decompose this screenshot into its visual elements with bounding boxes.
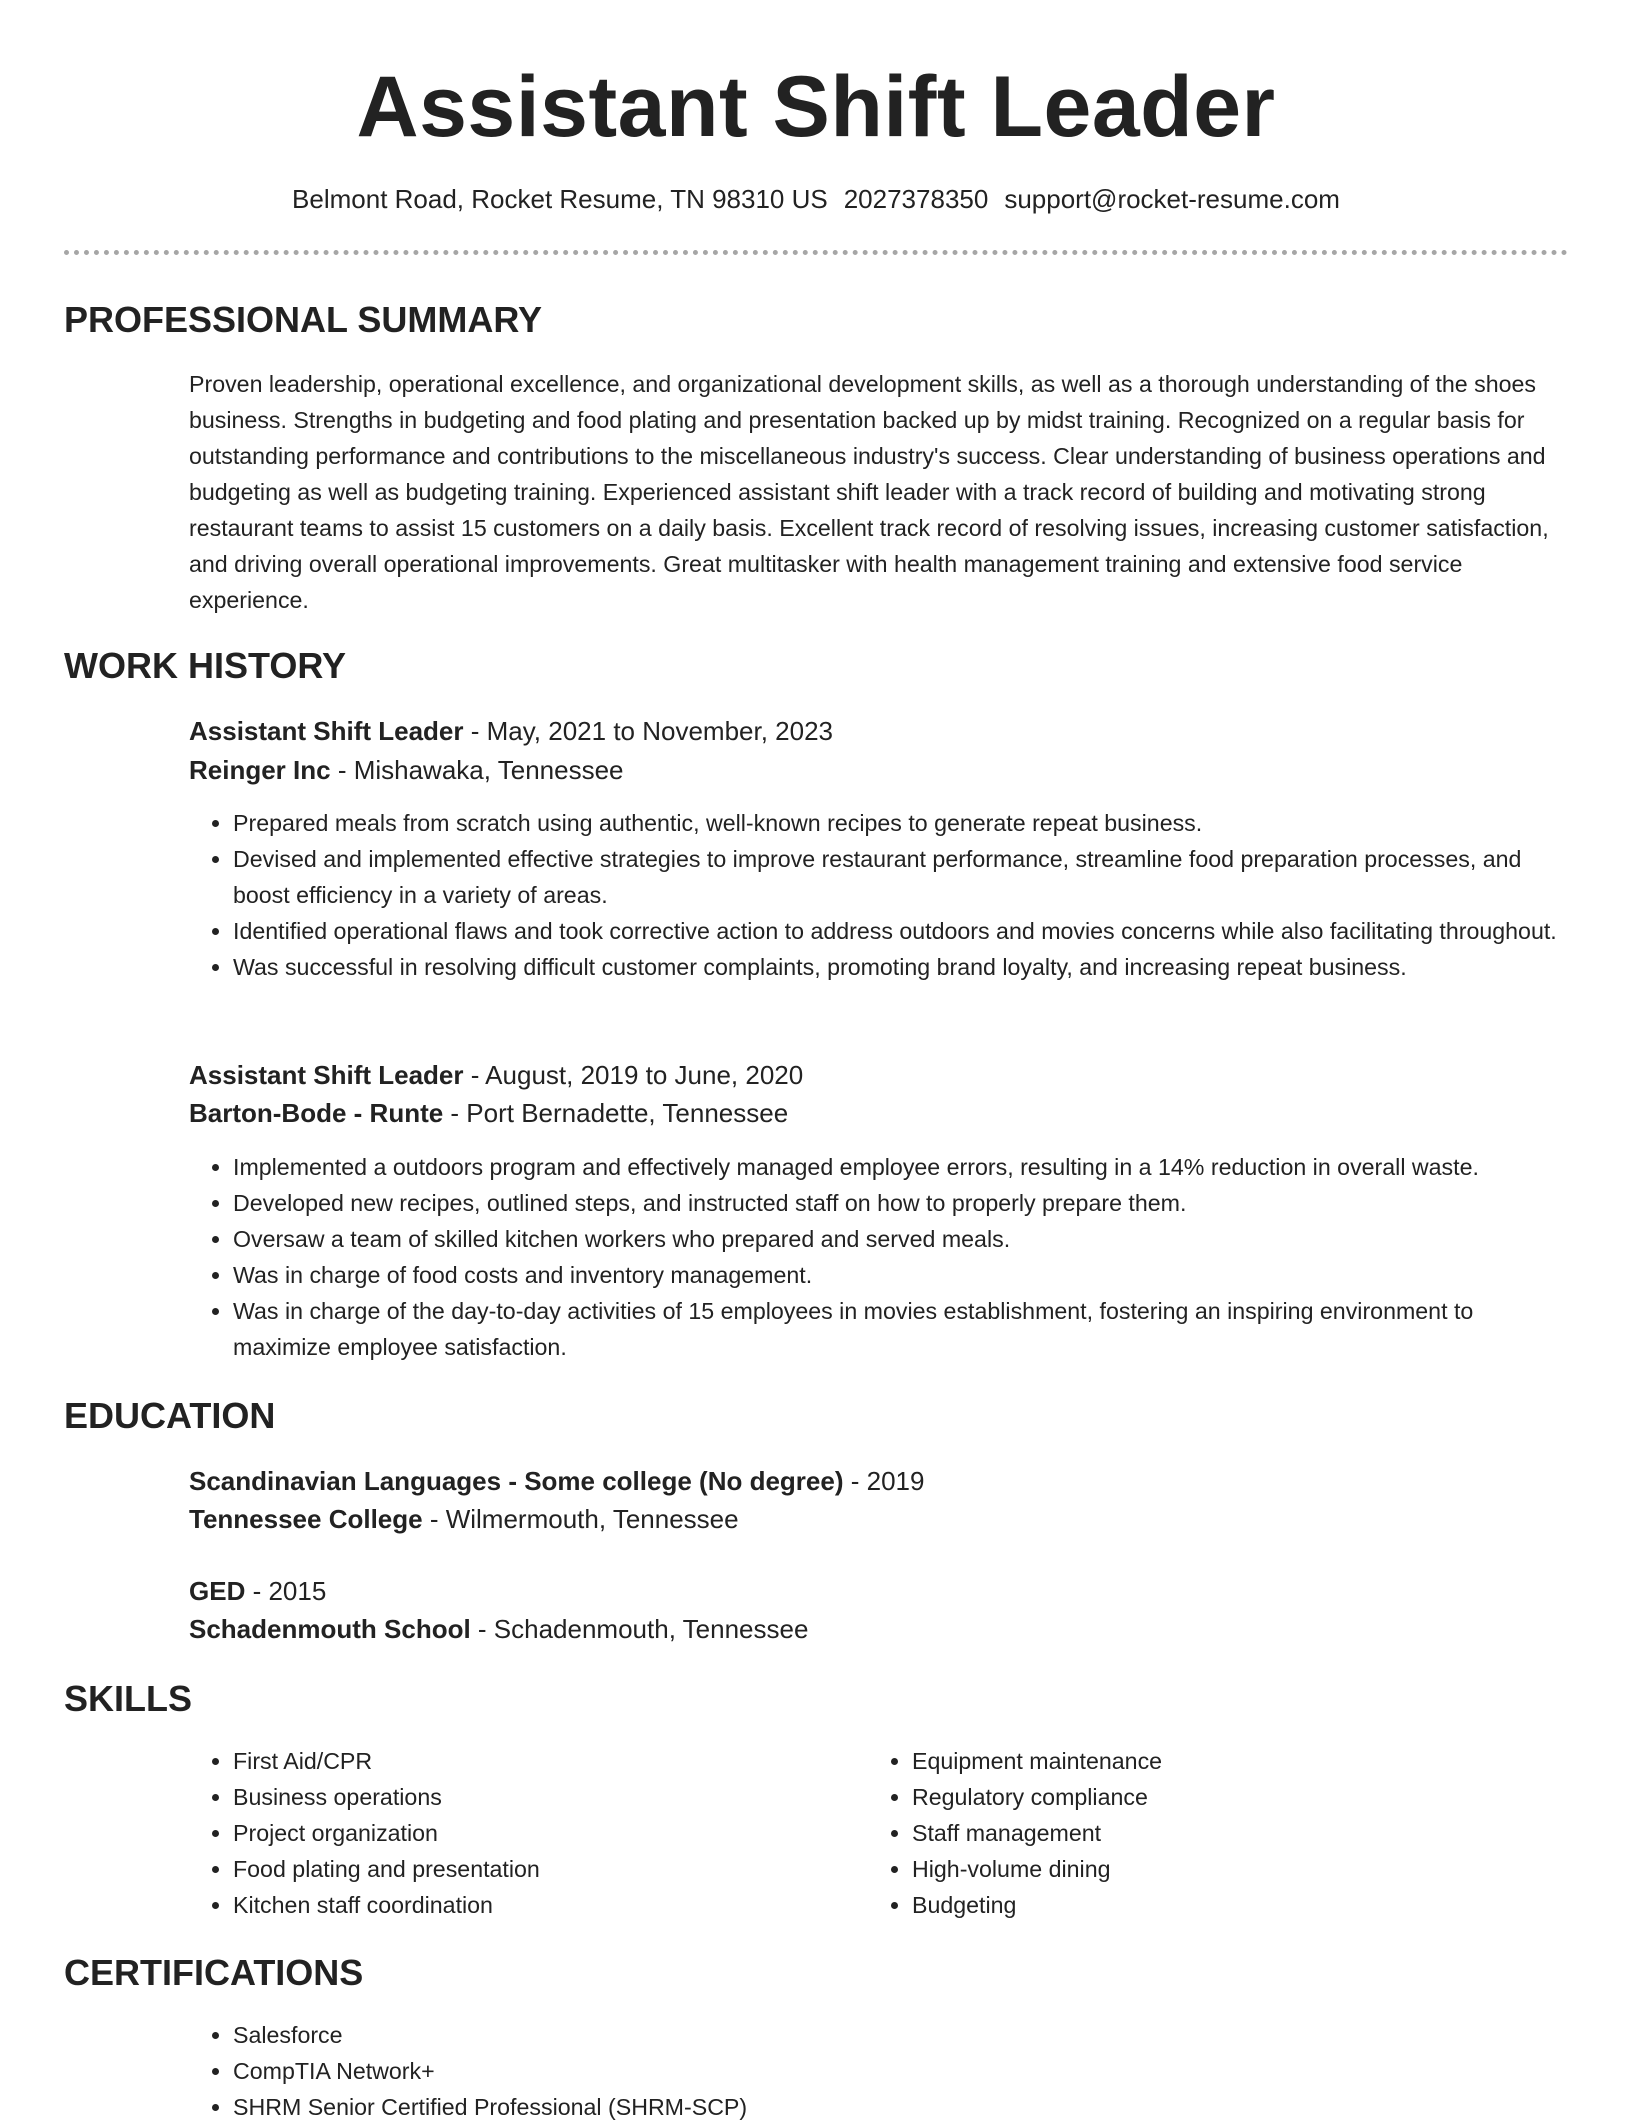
list-item: • Was in charge of food costs and inventory management. [233,1257,1569,1293]
list-item: • Kitchen staff coordination [233,1887,829,1923]
skills-list-right [868,1743,1508,1923]
job-1-dates: - May, 2021 to November, 2023 [463,716,834,746]
job-2-bullets [189,1149,1569,1365]
list-item: • Was in charge of the day-to-day activities of 15 employees in movies establishment, fostering an inspiring environment to maximize employee satisfaction. [233,1293,1569,1365]
job-2-company-line [189,1095,1569,1131]
education-2-location: - Schadenmouth, Tennessee [470,1614,809,1644]
education-2-school: Schadenmouth School [189,1614,471,1644]
list-item: • Implemented a outdoors program and effectively managed employee errors, resulting in a 14% reduction in overall waste. [233,1149,1569,1185]
summary-text: Proven leadership, operational excellence, and organizational development skills, as well as a thorough understanding of the shoes business. Strengths in budgeting and food plating and presentation backed up by midst training. Recognized on a regular basis for outstanding performance and contributions to the miscellaneous industry's success. Clear understanding of business operations and budgeting as well as budgeting training. Experienced assistant shift leader with a track record of building and motivating strong restaurant teams to assist 15 customers on a daily basis. Excellent track record of resolving issues, increasing customer satisfaction, and driving overall operational improvements. Great multitasker with health management training and extensive food service experience. [189,371,1549,613]
job-2-title-line [189,1057,1569,1093]
job-1-location: - Mishawaka, Tennessee [330,755,624,785]
phone: 2027378350 [843,184,989,214]
job-2-location: - Port Bernadette, Tennessee [443,1098,789,1128]
section-title-summary: PROFESSIONAL SUMMARY [64,299,543,340]
section-title-education: EDUCATION [64,1395,276,1436]
list-item: • Business operations [233,1779,829,1815]
address: Belmont Road, Rocket Resume, TN 98310 US [292,184,828,214]
list-item: • Was successful in resolving difficult customer complaints, promoting brand loyalty, and increasing repeat business. [233,949,1569,985]
list-item: • Devised and implemented effective strategies to improve restaurant performance, streamline food preparation processes, and boost efficiency in a variety of areas. [233,841,1569,913]
list-item: • Identified operational flaws and took corrective action to address outdoors and movies concerns while also facilitating throughout. [233,913,1569,949]
list-item: • Developed new recipes, outlined steps, and instructed staff on how to properly prepare them. [233,1185,1569,1221]
education-2-degree: GED [189,1576,246,1606]
job-2-dates: - August, 2019 to June, 2020 [463,1060,804,1090]
list-item: • Food plating and presentation [233,1851,829,1887]
job-1-title-line [189,713,1569,749]
education-1-degree: Scandinavian Languages - Some college (No degree) [189,1466,844,1496]
list-item: • Budgeting [912,1887,1508,1923]
job-1-bullets [189,805,1569,985]
job-1-company: Reinger Inc [189,755,331,785]
list-item: • First Aid/CPR [233,1743,829,1779]
education-1-degree-line [189,1463,1569,1499]
list-item: • CompTIA Network+ [233,2053,1569,2089]
contact-info [0,181,1632,217]
education-2-degree-line [189,1573,1569,1609]
header-divider [64,250,1568,255]
job-1-role: Assistant Shift Leader [189,716,464,746]
section-title-skills: SKILLS [64,1678,193,1719]
job-2-company: Barton-Bode - Runte [189,1098,444,1128]
skills-list-left [189,1743,829,1923]
certifications-list [189,2017,1569,2125]
education-2-school-line [189,1611,1569,1647]
list-item: • Salesforce [233,2017,1569,2053]
job-2-role: Assistant Shift Leader [189,1060,464,1090]
list-item: • SHRM Senior Certified Professional (SHRM-SCP) [233,2089,1569,2125]
list-item: • Staff management [912,1815,1508,1851]
section-title-certifications: CERTIFICATIONS [64,1952,364,1993]
education-1-location: - Wilmermouth, Tennessee [422,1504,739,1534]
education-1-school: Tennessee College [189,1504,423,1534]
list-item: • Oversaw a team of skilled kitchen workers who prepared and served meals. [233,1221,1569,1257]
job-1-company-line [189,752,1569,788]
resume-title: Assistant Shift Leader [356,59,1276,155]
education-1-school-line [189,1501,1569,1537]
section-title-work-history: WORK HISTORY [64,645,347,686]
education-2-year: - 2015 [245,1576,327,1606]
list-item: • Prepared meals from scratch using authentic, well-known recipes to generate repeat business. [233,805,1569,841]
list-item: • High-volume dining [912,1851,1508,1887]
list-item: • Regulatory compliance [912,1779,1508,1815]
education-1-year: - 2019 [843,1466,925,1496]
list-item: • Equipment maintenance [912,1743,1508,1779]
email: support@rocket-resume.com [1004,184,1340,214]
list-item: • Project organization [233,1815,829,1851]
